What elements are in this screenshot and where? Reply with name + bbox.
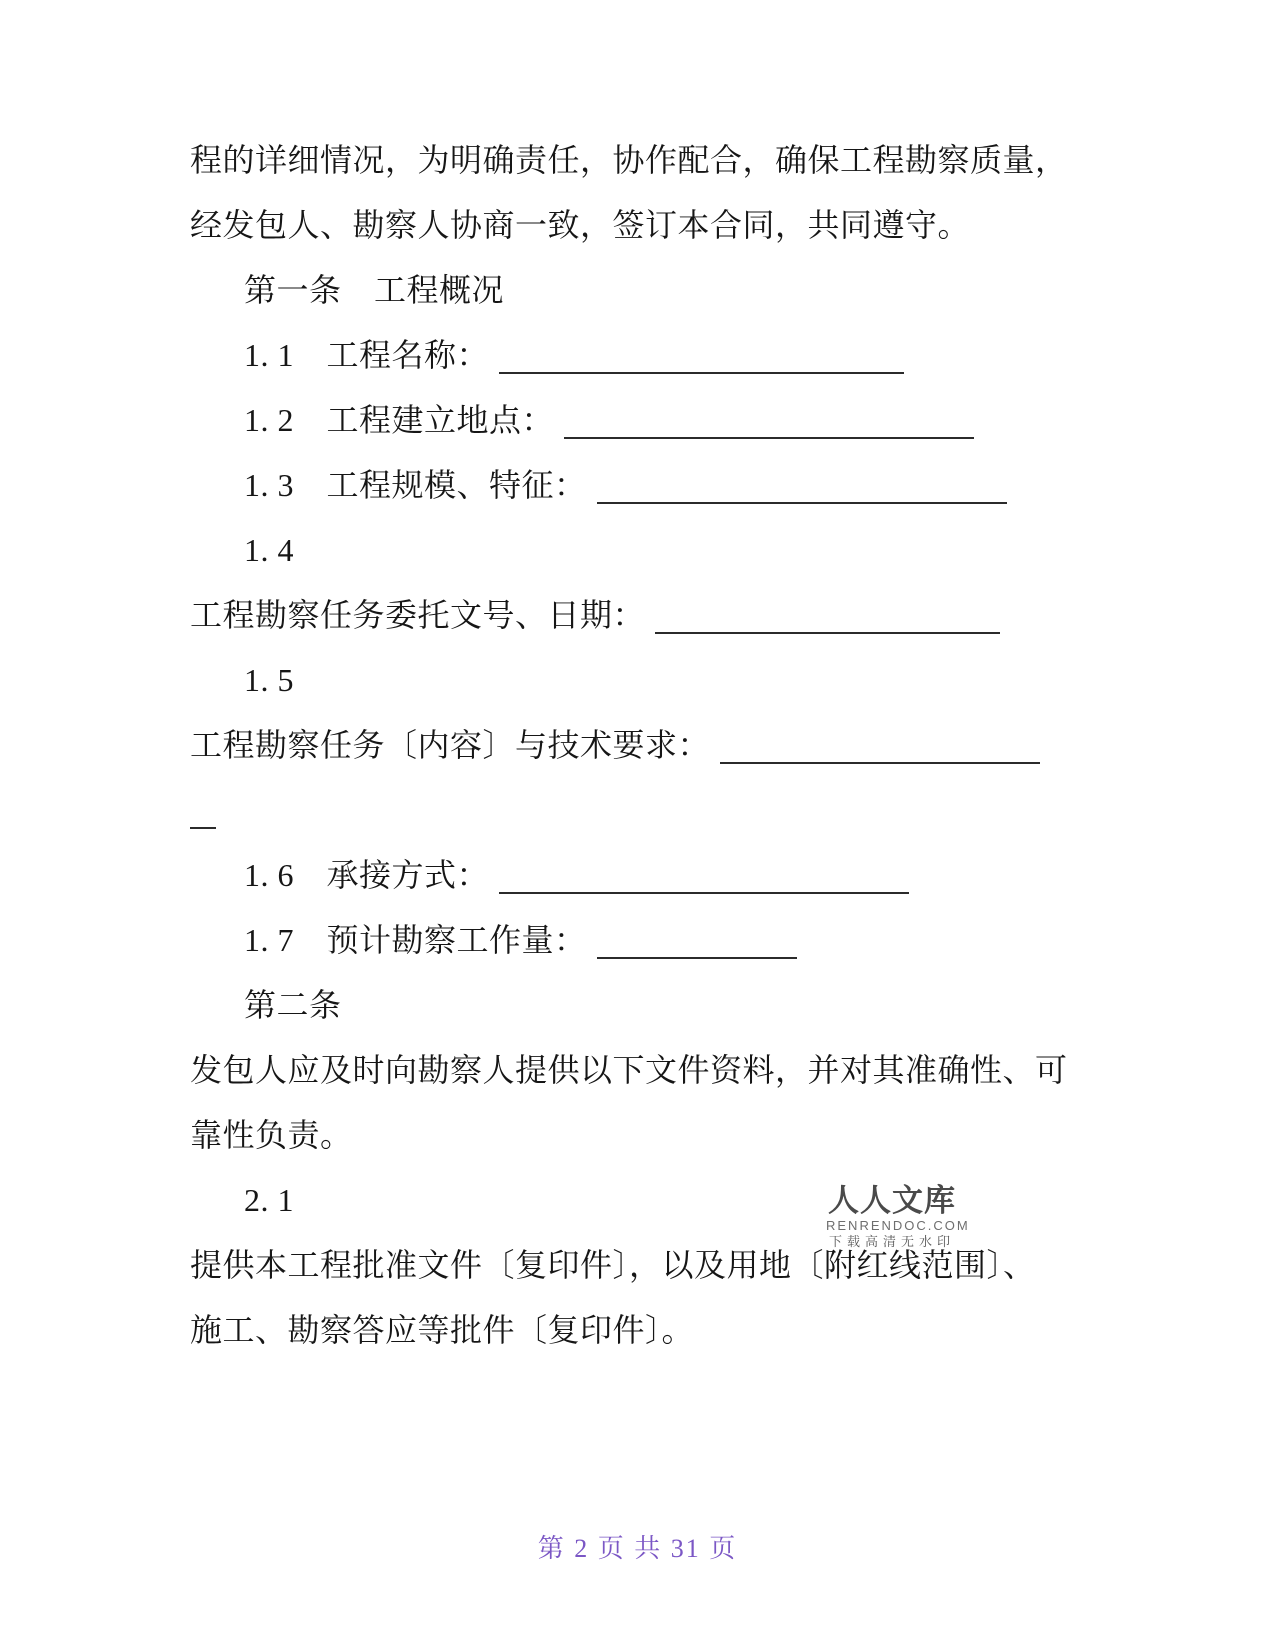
document-body (190, 128, 1068, 1363)
line-text: 发包人应及时向勘察人提供以下文件资料，并对其准确性、可 (190, 1052, 1068, 1088)
blank-underline (190, 827, 216, 829)
line-text: 1. 5 (244, 662, 294, 698)
line-text: 1. 6 承接方式： (244, 857, 490, 893)
watermark-brand-text: 人人文库 (828, 1183, 956, 1218)
line-text: 1. 1 工程名称： (244, 337, 490, 373)
document-line (190, 648, 1050, 713)
blank-underline (597, 957, 797, 959)
line-text: 1. 3 工程规模、特征： (244, 467, 587, 503)
blank-underline (564, 437, 974, 439)
line-text: 程的详细情况，为明确责任，协作配合，确保工程勘察质量， (190, 142, 1068, 178)
blank-underline (499, 372, 904, 374)
blank-underline (720, 762, 1040, 764)
document-line (190, 713, 1050, 778)
document-line (190, 1038, 1068, 1103)
document-line (190, 778, 1050, 843)
blank-underline (597, 502, 1007, 504)
document-line (190, 843, 1050, 908)
blank-underline (655, 632, 1000, 634)
watermark-domain-text: RENRENDOC.COM (826, 1218, 970, 1233)
document-line (190, 583, 1050, 648)
document-line (190, 193, 1050, 258)
document-line (190, 1298, 1050, 1363)
line-text: 施工、勘察答应等批件〔复印件〕。 (190, 1312, 695, 1348)
line-text: 工程勘察任务〔内容〕与技术要求： (190, 727, 711, 763)
line-text: 第二条 (244, 987, 342, 1023)
document-line (190, 453, 1050, 518)
line-text: 第一条 工程概况 (244, 272, 505, 308)
line-text: 靠性负责。 (190, 1117, 353, 1153)
document-line (190, 908, 1050, 973)
document-line (190, 323, 1050, 388)
document-line (190, 518, 1050, 583)
page-number-footer: 第 2 页 共 31 页 (537, 1534, 738, 1563)
document-line (190, 128, 1068, 193)
line-text: 经发包人、勘察人协商一致，签订本合同，共同遵守。 (190, 207, 971, 243)
document-line (190, 1103, 1050, 1168)
line-text: 1. 2 工程建立地点： (244, 402, 555, 438)
line-text: 1. 4 (244, 532, 294, 568)
line-text: 1. 7 预计勘察工作量： (244, 922, 587, 958)
document-line (190, 973, 1050, 1038)
line-text: 工程勘察任务委托文号、日期： (190, 597, 646, 633)
watermark (826, 1183, 970, 1250)
line-text: 提供本工程批准文件〔复印件〕，以及用地〔附红线范围〕、 (190, 1247, 1036, 1283)
watermark-tagline-text: 下载高清无水印 (828, 1234, 955, 1249)
document-line (190, 388, 1050, 453)
blank-underline (499, 892, 909, 894)
document-line (190, 258, 1050, 323)
line-text: 2. 1 (244, 1182, 294, 1218)
